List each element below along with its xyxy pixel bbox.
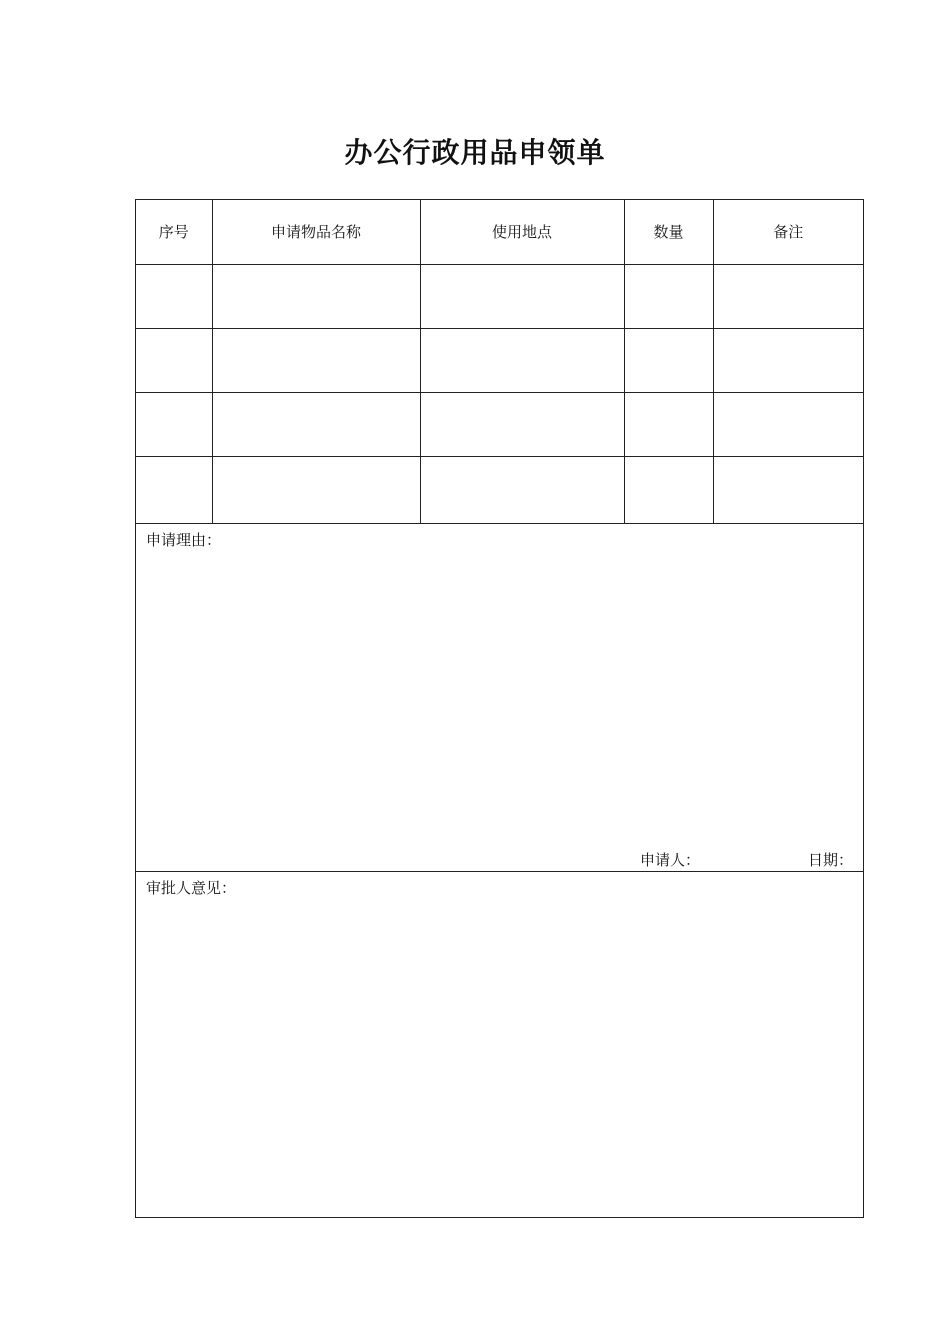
cell-item-name[interactable] (212, 456, 420, 523)
reason-section[interactable] (136, 523, 863, 872)
cell-seq[interactable] (136, 264, 212, 328)
cell-remarks[interactable] (713, 456, 863, 523)
cell-item-name[interactable] (212, 328, 420, 392)
cell-quantity[interactable] (624, 456, 713, 523)
cell-quantity[interactable] (624, 264, 713, 328)
header-location: 使用地点 (420, 200, 624, 264)
cell-remarks[interactable] (713, 264, 863, 328)
page-title: 办公行政用品申领单 (344, 136, 606, 169)
table-row (136, 328, 863, 392)
cell-remarks[interactable] (713, 392, 863, 456)
cell-item-name[interactable] (212, 264, 420, 328)
date-label: 日期： (808, 851, 854, 869)
cell-quantity[interactable] (624, 392, 713, 456)
header-seq: 序号 (136, 200, 212, 264)
table-row (136, 456, 863, 523)
header-remarks: 备注 (713, 200, 863, 264)
requisition-form (135, 199, 864, 1218)
table-header-row (136, 200, 863, 264)
header-quantity: 数量 (624, 200, 713, 264)
applicant-label: 申请人： (640, 851, 701, 869)
table-row (136, 264, 863, 328)
table-row (136, 392, 863, 456)
cell-location[interactable] (420, 328, 624, 392)
approval-label: 审批人意见： (146, 879, 237, 897)
cell-seq[interactable] (136, 456, 212, 523)
header-item-name: 申请物品名称 (212, 200, 420, 264)
cell-location[interactable] (420, 264, 624, 328)
cell-item-name[interactable] (212, 392, 420, 456)
cell-seq[interactable] (136, 328, 212, 392)
reason-label: 申请理由： (146, 531, 222, 549)
cell-location[interactable] (420, 456, 624, 523)
cell-quantity[interactable] (624, 328, 713, 392)
items-table (136, 200, 863, 524)
cell-seq[interactable] (136, 392, 212, 456)
cell-location[interactable] (420, 392, 624, 456)
cell-remarks[interactable] (713, 328, 863, 392)
approval-section[interactable] (136, 872, 863, 1217)
